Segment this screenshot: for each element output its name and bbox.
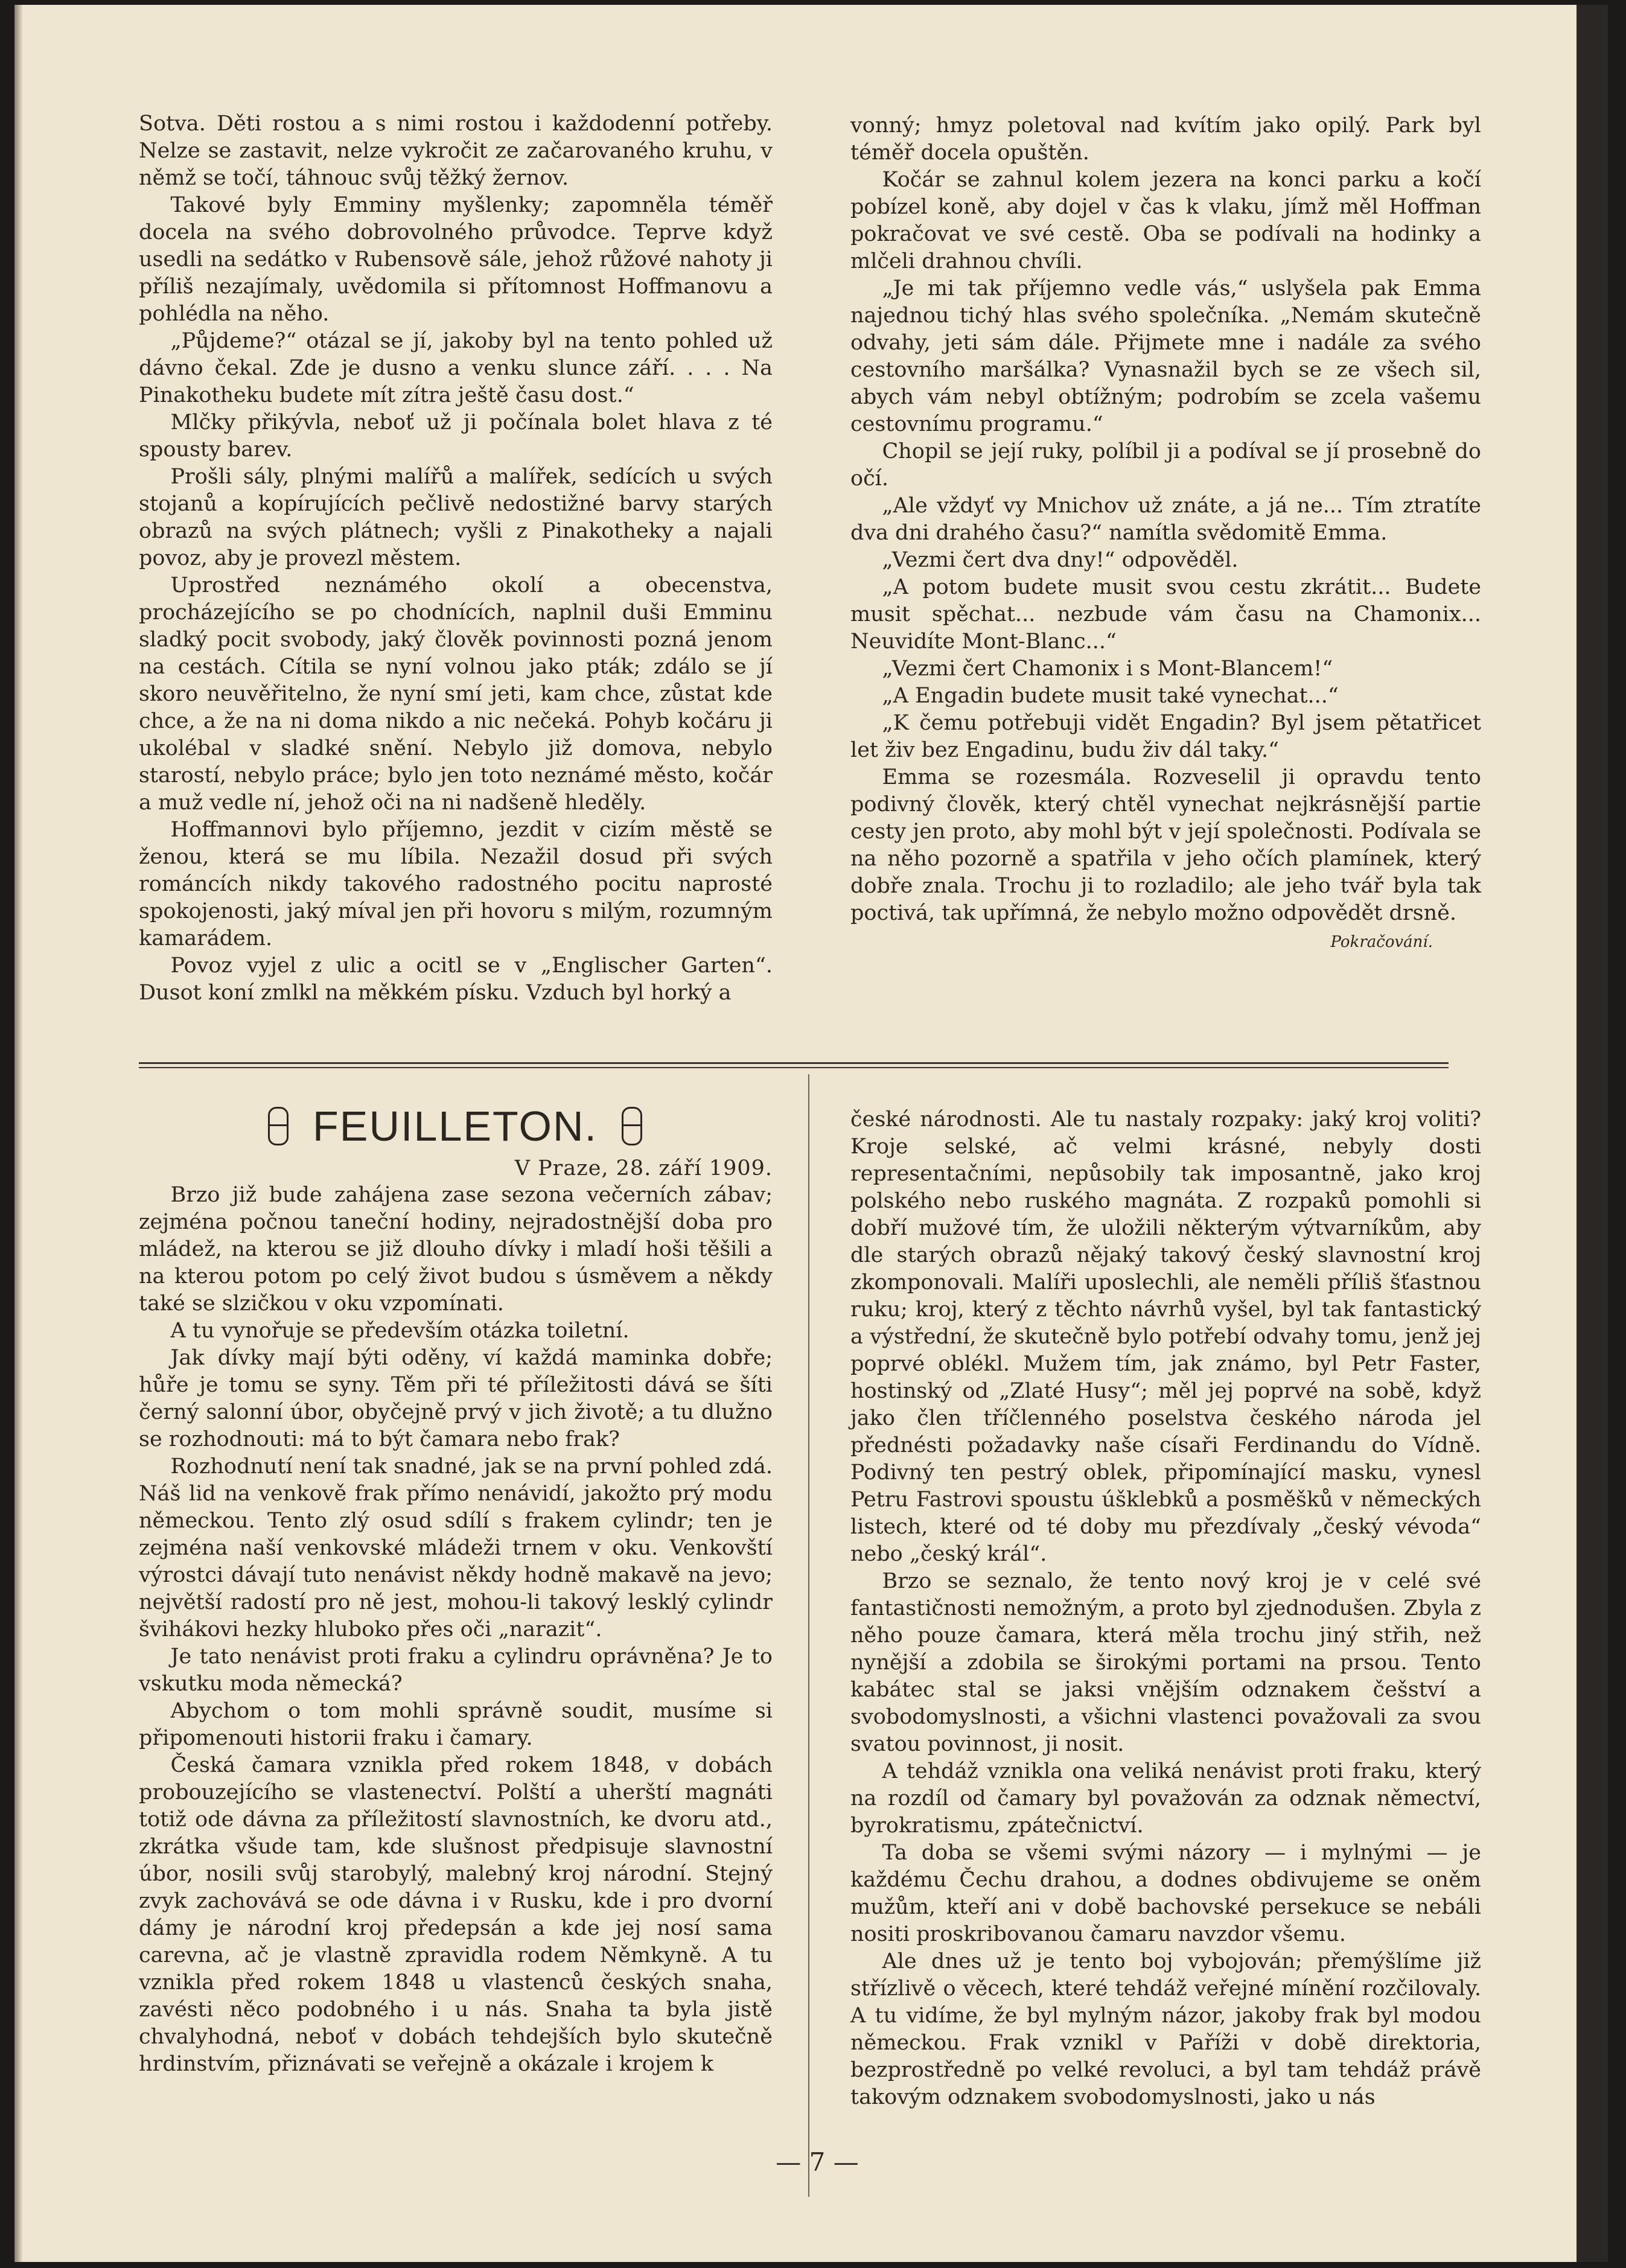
page-number: — 7 — xyxy=(776,2147,859,2177)
novel-paragraph: „A Engadin budete musit také vynechat...“ xyxy=(882,684,1339,708)
feuilleton-title: FEUILLETON. xyxy=(313,1102,598,1150)
feuilleton-paragraph: A tehdáž vznikla ona veliká nenávist proti fraku, který na rozdíl od čamary byl považován za odznak němectví, byrokratismu, zpátečnictví. xyxy=(850,1759,1481,1838)
novel-paragraph: Hoffmannovi bylo příjemno, jezdit v cizím městě se ženou, která se mu líbila. Nezažil dosud při svých románcích nikdy takového radostného pocitu naprosté spokojenosti, jaký míval jen při hovoru s milým, rozumným kamarádem. xyxy=(139,818,773,951)
feuilleton-paragraph: Ta doba se všemi svými názory — i mylnými — je každému Čechu drahou, a dodnes obdivujeme se oněm mužům, kteří ani v době bachovské persekuce se nebáli nositi proskribovanou čamaru navzdor všemu. xyxy=(850,1841,1481,1946)
feuilleton-paragraph: Brzo již bude zahájena zase sezona večerních zábav; zejména počnou taneční hodiny, nejradostnější doba pro mládež, na kterou se již dlouho dívky i mladí hoši těšili a na kterou potom po celý život budou s úsměvem a někdy také se slzičkou v oku vzpomínati. xyxy=(139,1183,773,1316)
ornament-icon xyxy=(622,1107,642,1145)
feuilleton-paragraph: Jak dívky mají býti oděny, ví každá maminka dobře; hůře je tomu se syny. Těm při té příležitosti dává se šíti černý salonní úbor, obyčejně prvý v jich životě; a tu dlužno se rozhodnouti: má to být čamara nebo frak? xyxy=(139,1346,773,1451)
novel-paragraph: Uprostřed neznámého okolí a obecenstva, procházejícího se po chodnících, naplnil duši Emminu sladký pocit svobody, jaký člověk povinnosti pozná jenom na cestách. Cítila se nyní volnou jako pták; zdálo se jí skoro neuvěřitelno, že nyní smí jeti, kam chce, zůstat kde chce, a že na ni doma nikdo a nic nečeká. Pohyb kočáru ji ukolébal v sladké snění. Nebylo již domova, nebylo starostí, nebylo práce; bylo jen toto neznámé město, kočár a muž vedle ní, jehož oči na ni nadšeně hleděly. xyxy=(139,573,773,815)
feuilleton-column-right xyxy=(850,1106,1481,2111)
novel-paragraph: Mlčky přikývla, neboť už ji počínala bolet hlava z té spousty barev. xyxy=(139,410,773,462)
novel-paragraph: Takové byly Emminy myšlenky; zapomněla téměř docela na svého dobrovolného průvodce. Teprve když usedli na sedátko v Rubensově sále, jehož růžové nahoty ji příliš nezajímaly, uvědomila si přítomnost Hoffmanovu a pohlédla na něho. xyxy=(139,193,773,326)
dateline: V Praze, 28. září 1909. xyxy=(514,1156,773,1180)
feuilleton-paragraph: české národnosti. Ale tu nastaly rozpaky: jaký kroj voliti? Kroje selské, ač velmi krásné, nebyly dosti representačními, nepůsobily tak imposantně, jako kroj polského nebo ruského magnáta. Z rozpaků pomohli si dobří mužové tím, že uložili některým výtvarníkům, aby dle starých obrazů nějaký takový český slavnostní kroj zkomponovali. Malíři uposlechli, ale neměli příliš šťastnou ruku; kroj, který z těchto návrhů vyšel, byl tak fantastický a výstřední, že skutečně bylo potřebí odvahy tomu, jenž jej poprvé oblékl. Mužem tím, jak známo, byl Petr Faster, hostinský od „Zlaté Husy“; měl jej poprvé na sobě, když jako člen tříčlenného poselstva českého národa jel přednésti požadavky naše císaři Ferdinandu do Vídně. Podivný ten pestrý oblek, připomínající masku, vynesl Petru Fastrovi spoustu úšklebků a posměšků v německých listech, které od té doby mu přezdívaly „český vévoda“ nebo „český král“. xyxy=(850,1107,1481,1566)
feuilleton-paragraph: Brzo se seznalo, že tento nový kroj je v celé své fantastičnosti nemožným, a proto byl zjednodušen. Zbyla z něho pouze čamara, která měla trochu jiný střih, než nynější a zdobila se širokými portami na prsou. Tento kabátec stal se jaksi vnějším odznakem češství a svobodomyslnosti, a všichni vlastenci považovali za svou svatou povinnost, ji nosit. xyxy=(850,1569,1481,1756)
novel-paragraph: Kočár se zahnul kolem jezera na konci parku a kočí pobízel koně, aby dojel v čas k vlaku, jímž měl Hoffman pokračovat ve své cestě. Oba se podívali na hodinky a mlčeli drahnou chvíli. xyxy=(850,168,1481,273)
feuilleton-column-left xyxy=(139,1145,773,2078)
novel-paragraph: „K čemu potřebuji vidět Engadin? Byl jsem pětatřicet let živ bez Engadinu, budu živ dál taky.“ xyxy=(850,711,1481,762)
novel-column-right xyxy=(850,112,1481,957)
feuilleton-paragraph: Česká čamara vznikla před rokem 1848, v dobách probouzejícího se vlastenectví. Polští a uherští magnáti totiž ode dávna za příležitostí slavnostních, ke dvoru atd., zkrátka všude tam, kde slušnost předpisuje slavnostní úbor, nosili svůj starobylý, malebný kroj národní. Stejný zvyk zachovává se ode dávna i v Rusku, kde i pro dvorní dámy je národní kroj předepsán a kde jej nosí sama carevna, ač je vlastně zpravidla rodem Němkyně. A tu vznikla před rokem 1848 u vlastenců českých snaha, zavésti něco podobného i u nás. Snaha ta byla jistě chvalyhodná, neboť v dobách tehdejších bylo skutečně hrdinstvím, přiznávati se veřejně a okázale i krojem k xyxy=(139,1753,773,2076)
novel-paragraph: Emma se rozesmála. Rozveselil ji opravdu tento podivný člověk, který chtěl vynechat nejkrásnější partie cesty jen proto, aby mohl být v její společnosti. Podívala se na něho pozorně a spatřila v jeho očích plamínek, který dobře znala. Trochu ji to rozladilo; ale jeho tvář byla tak poctivá, tak upřímná, že nebylo možno odpovědět drsně. xyxy=(850,765,1481,925)
novel-paragraph: „Vezmi čert dva dny!“ odpověděl. xyxy=(882,548,1239,572)
feuilleton-heading xyxy=(244,1100,666,1152)
scan-edge-band xyxy=(1577,5,1608,2262)
novel-paragraph: vonný; hmyz poletoval nad kvítím jako opilý. Park byl téměř docela opuštěn. xyxy=(850,113,1481,165)
section-divider-bottom xyxy=(139,1067,1449,1068)
novel-paragraph: Prošli sály, plnými malířů a malířek, sedících u svých stojanů a kopírujících pečlivě nedostižné barvy starých obrazů na svých plátnech; vyšli z Pinakotheky a najali povoz, aby je provezl městem. xyxy=(139,465,773,570)
novel-paragraph: Sotva. Děti rostou a s nimi rostou i každodenní potřeby. Nelze se zastavit, nelze vykročit ze začarovaného kruhu, v němž se točí, táhnouc svůj těžký žernov. xyxy=(139,112,773,190)
feuilleton-paragraph: Abychom o tom mohli správně soudit, musíme si připomenouti historii fraku i čamary. xyxy=(139,1699,773,1750)
novel-column-left xyxy=(139,110,773,1007)
feuilleton-paragraph: Rozhodnutí není tak snadné, jak se na první pohled zdá. Náš lid na venkově frak přímo nenávidí, jakožto prý modu německou. Tento zlý osud sdílí s frakem cylindr; ten je zejména naší venkovské mládeži trnem v oku. Venkovští výrostci dávají tuto nenávist někdy hodně makavě na jevo; největší radostí pro ně jest, mohou-li takový lesklý cylindr švihákovi hezky hluboko přes oči „narazit“. xyxy=(139,1454,773,1642)
page-spine-shadow xyxy=(14,5,23,2262)
novel-paragraph: „Vezmi čert Chamonix i s Mont-Blancem!“ xyxy=(882,657,1333,681)
continued-note: Pokračování. xyxy=(1330,933,1433,951)
novel-paragraph: „Ale vždyť vy Mnichov už znáte, a já ne... Tím ztratíte dva dni drahého času?“ namítla svědomitě Emma. xyxy=(850,494,1481,545)
novel-paragraph: „A potom budete musit svou cestu zkrátit... Budete musit spěchat... nezbude vám času na Chamonix... Neuvidíte Mont-Blanc...“ xyxy=(850,575,1481,654)
feuilleton-paragraph: A tu vynořuje se především otázka toiletní. xyxy=(170,1319,630,1343)
feuilleton-paragraph: Je tato nenávist proti fraku a cylindru oprávněna? Je to vskutku moda německá? xyxy=(139,1645,773,1696)
novel-paragraph: „Je mi tak příjemno vedle vás,“ uslyšela pak Emma najednou tichý hlas svého společníka. „Nemám skutečně odvahy, jeti sám dále. Přijmete mne i nadále za svého cestovního maršálka? Vynasnažil bych se ze všech sil, abych vám nebyl obtížným; podrobím se zcela vašemu cestovnímu programu.“ xyxy=(850,276,1481,436)
column-divider xyxy=(808,1074,809,2197)
newspaper-page xyxy=(14,5,1608,2262)
novel-paragraph: „Půjdeme?“ otázal se jí, jakoby byl na tento pohled už dávno čekal. Zde je dusno a venku slunce září. . . . Na Pinakotheku budete mít zítra ještě času dost.“ xyxy=(139,329,773,407)
novel-paragraph: Chopil se její ruky, políbil ji a podíval se jí prosebně do očí. xyxy=(850,439,1481,491)
novel-paragraph: Povoz vyjel z ulic a ocitl se v „Englischer Garten“. Dusot koní zmlkl na měkkém písku. Vzduch byl horký a xyxy=(139,954,773,1005)
ornament-icon xyxy=(268,1107,289,1145)
section-divider-top xyxy=(139,1062,1449,1064)
feuilleton-paragraph: Ale dnes už je tento boj vybojován; přemýšlíme již střízlivě o věcech, které tehdáž veřejné mínění rozčilovaly. A tu vidíme, že byl mylným názor, jakoby frak byl modou německou. Frak vznikl v Paříži v době direktoria, bezprostředně po velké revoluci, a byl tam tehdáž právě takovým odznakem svobodomyslnosti, jako u nás xyxy=(850,1949,1481,2109)
